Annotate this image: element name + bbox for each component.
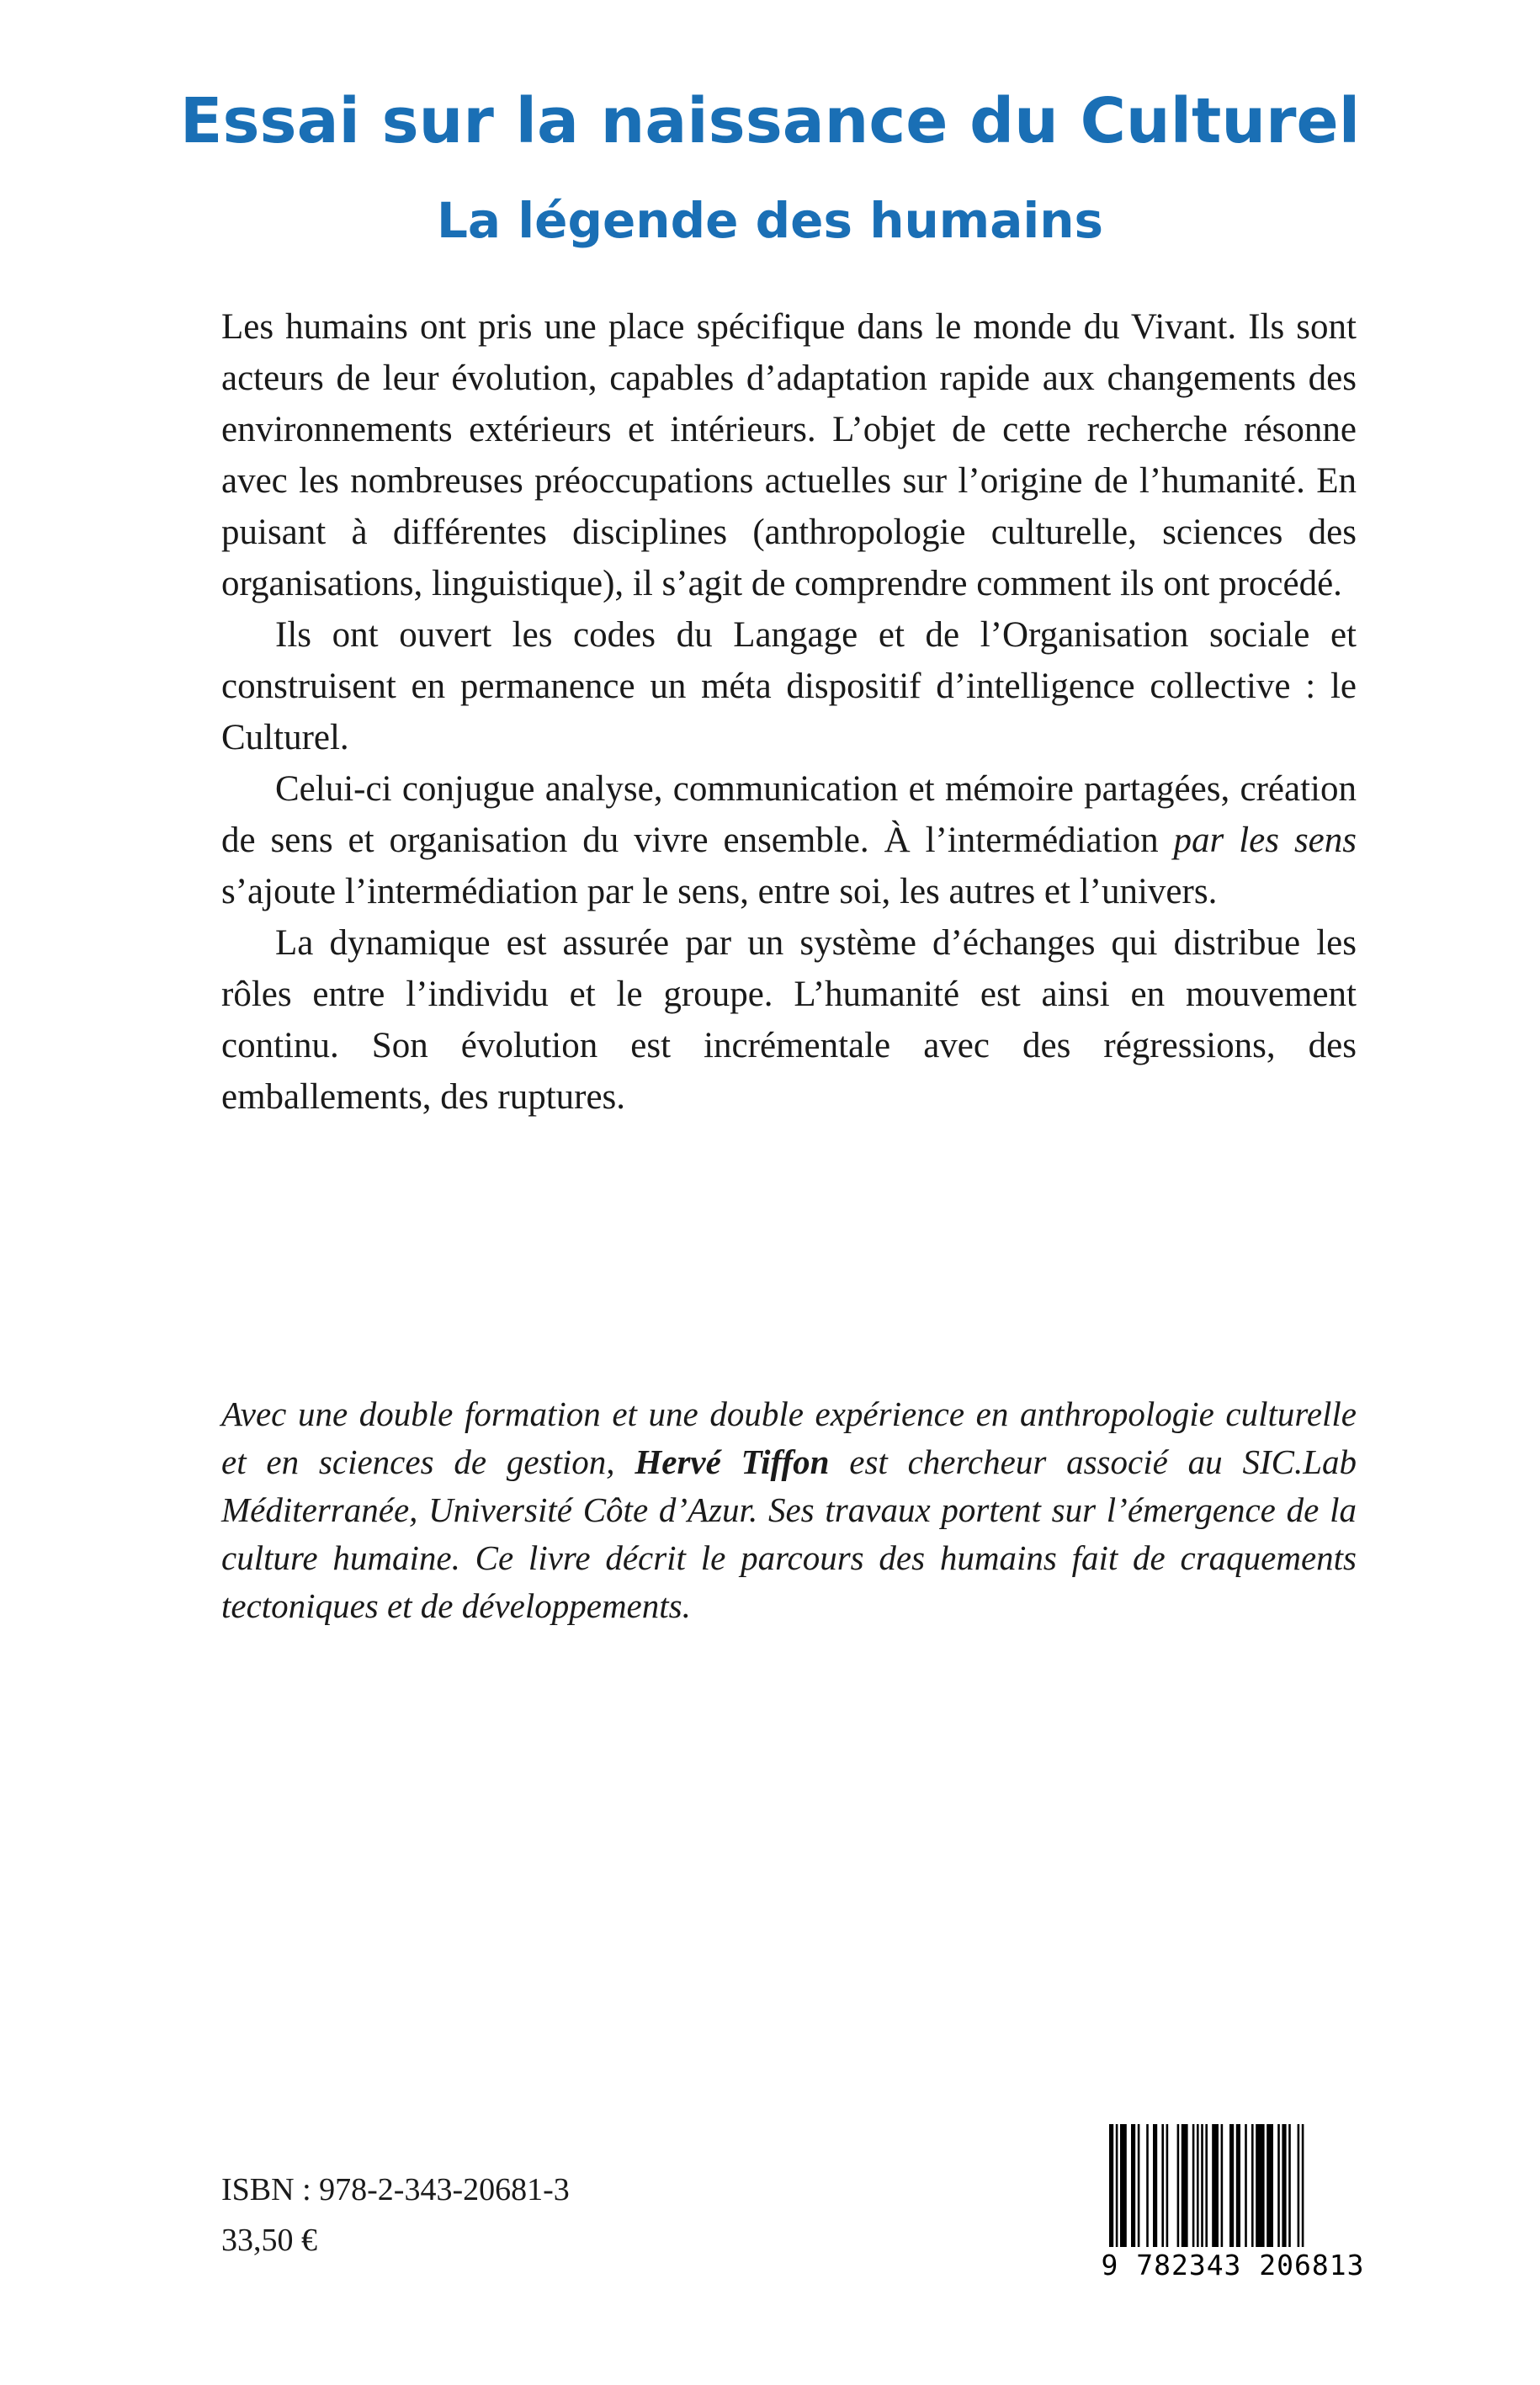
summary-paragraph-4: La dynamique est assurée par un système d’échanges qui distribue les rôles entre l’individu et le groupe. L’humanité est ainsi en mouvement continu. Son évolution est incrémentale avec des régressions, des emballements, des ruptures.	[221, 923, 1357, 1117]
price: 33,50 €	[221, 2223, 317, 2258]
barcode-bar-3	[1131, 2124, 1135, 2250]
isbn: ISBN : 978-2-343-20681-3	[221, 2172, 570, 2207]
barcode-bar-12	[1197, 2124, 1199, 2250]
summary-paragraph-2: Ils ont ouvert les codes du Langage et de l’Organisation sociale et construisent en permanence un méta dispositif d’intelligence collective : le Culturel.	[221, 615, 1357, 757]
book-title: Essai sur la naissance du Culturel	[179, 85, 1361, 157]
author-bio-end: est chercheur associé au SIC.Lab Méditerranée, Université Côte d’Azur. Ses travaux portent sur l’émergence de la culture humaine. Ce livre décrit le parcours des humains fait de craquements tectoniques et de développements.	[221, 1442, 1357, 1625]
barcode-bar-24	[1282, 2124, 1286, 2250]
barcode-bar-7	[1161, 2124, 1164, 2250]
barcode-bar-14	[1205, 2124, 1208, 2250]
barcode-bar-6	[1153, 2124, 1157, 2250]
barcode-bar-20	[1251, 2124, 1254, 2250]
summary-paragraph-3-start: Celui-ci conjugue analyse, communication et mémoire partagées, création de sens et organisation du vivre ensemble. À l’intermédiation	[221, 769, 1357, 860]
barcode-bar-15	[1212, 2124, 1219, 2250]
barcode	[1094, 2119, 1372, 2284]
barcode-bar-4	[1138, 2124, 1140, 2250]
barcode-bar-8	[1166, 2124, 1169, 2250]
barcode-bar-5	[1146, 2124, 1149, 2250]
author-bio	[221, 1390, 1357, 1630]
author-bio-start: Avec une double formation et une double expérience en anthropologie culturelle et en sciences de gestion,	[221, 1394, 1357, 1481]
barcode-bar-26	[1298, 2124, 1300, 2264]
barcode-bar-1	[1116, 2124, 1118, 2264]
barcode-bar-10	[1182, 2124, 1188, 2250]
barcode-bar-23	[1277, 2124, 1280, 2250]
barcode-bar-22	[1267, 2124, 1273, 2250]
author-name: Hervé Tiffon	[635, 1442, 830, 1481]
barcode-bar-9	[1177, 2124, 1180, 2250]
barcode-bar-13	[1201, 2124, 1203, 2250]
summary-text	[221, 301, 1357, 1123]
barcode-bar-19	[1245, 2124, 1247, 2250]
book-subtitle: La légende des humains	[436, 192, 1104, 249]
summary-paragraph-3-end: s’ajoute l’intermédiation par le sens, entre soi, les autres et l’univers.	[221, 872, 1218, 911]
summary-paragraph-3	[221, 763, 1357, 917]
barcode-bar-16	[1221, 2124, 1224, 2250]
barcode-bar-18	[1236, 2124, 1240, 2250]
barcode-bar-11	[1192, 2124, 1195, 2250]
summary-paragraph-1: Les humains ont pris une place spécifique dans le monde du Vivant. Ils sont acteurs de leur évolution, capables d’adaptation rapide aux changements des environnements extérieurs et intérieurs. L’objet de cette recherche résonne avec les nombreuses préoccupations actuelles sur l’origine de l’humanité. En puisant à différentes disciplines (anthropologie culturelle, sciences des organisations, linguistique), il s’agit de comprendre comment ils ont procédé.	[221, 307, 1357, 603]
barcode-bar-25	[1288, 2124, 1291, 2250]
barcode-digits: 9 782343 206813	[1094, 2247, 1372, 2284]
summary-paragraph-3-emphasis: par les sens	[1173, 821, 1357, 860]
barcode-bar-21	[1256, 2124, 1264, 2250]
barcode-bar-2	[1120, 2124, 1127, 2250]
barcode-bar-27	[1302, 2124, 1304, 2264]
barcode-bar-0	[1109, 2124, 1113, 2264]
barcode-bar-17	[1229, 2124, 1234, 2250]
